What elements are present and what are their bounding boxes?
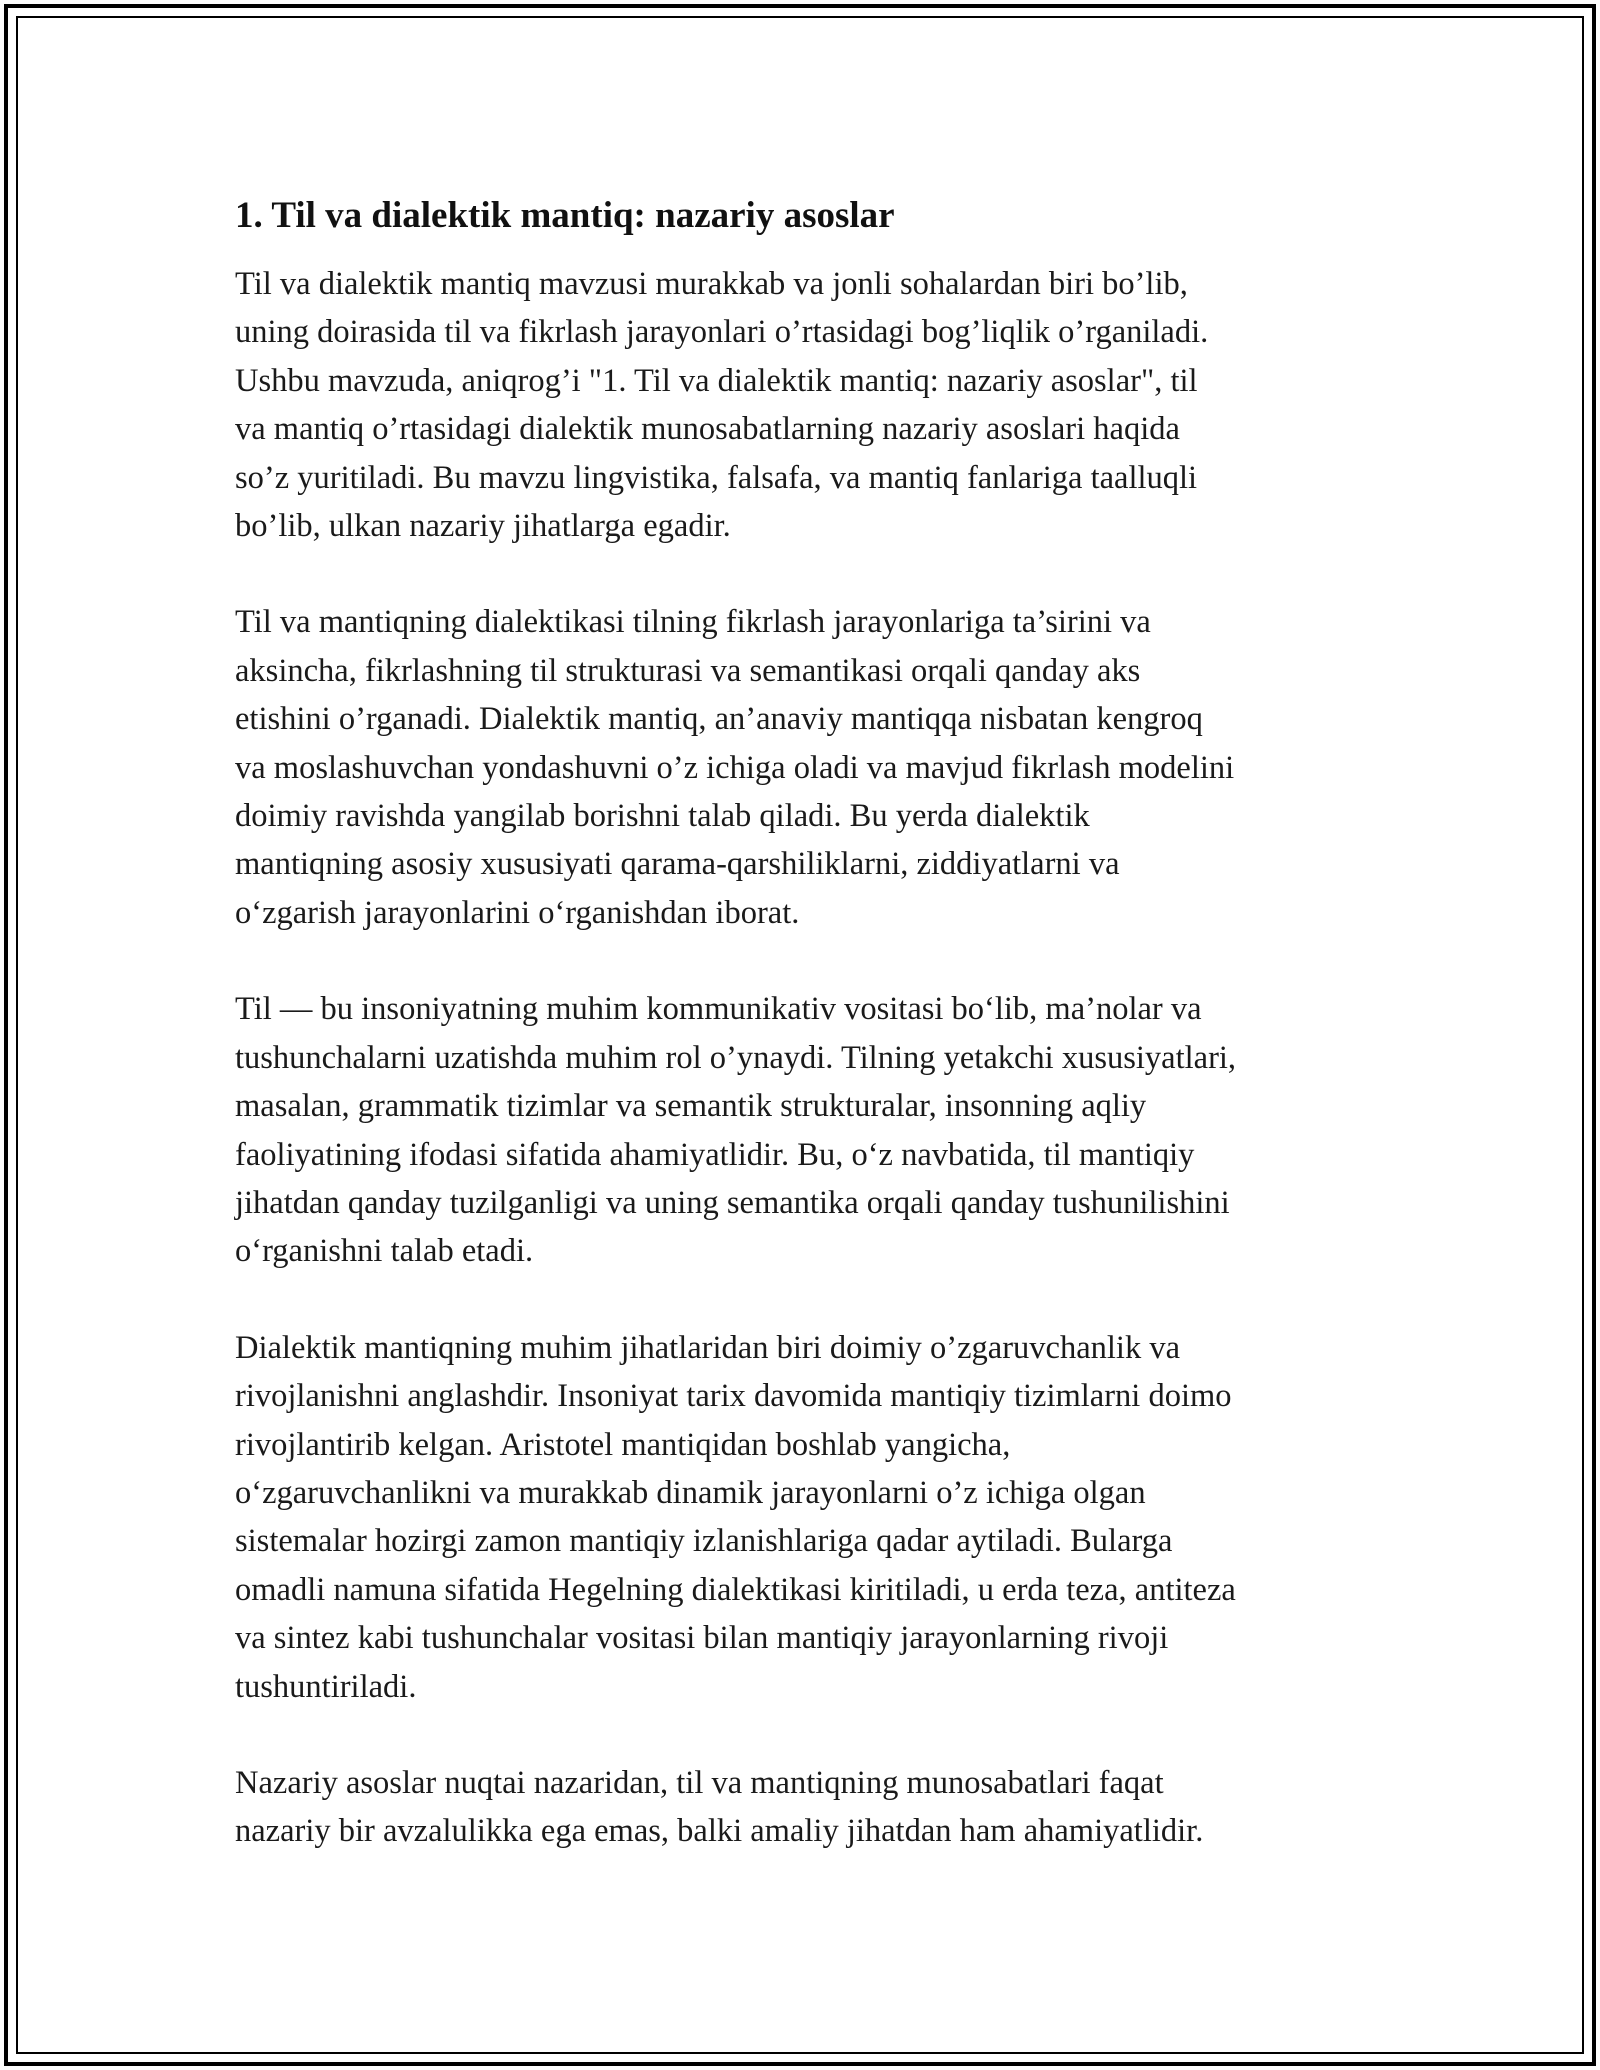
text-line: Til va mantiqning dialektikasi tilning fikrlash jarayonlariga ta’sirini va: [235, 604, 1151, 641]
text-line: Til — bu insoniyatning muhim kommunikativ vositasi bo‘lib, ma’nolar va: [235, 991, 1202, 1028]
text-line: o‘rganishni talab etadi.: [235, 1233, 534, 1270]
text-line: rivojlantirib kelgan. Aristotel mantiqidan boshlab yangicha,: [235, 1426, 1011, 1463]
text-line: masalan, grammatik tizimlar va semantik strukturalar, insonning aqliy: [235, 1088, 1147, 1125]
paragraph-2: [235, 598, 1375, 937]
text-line: Dialektik mantiqning muhim jihatlaridan biri doimiy o’zgaruvchanlik va: [235, 1329, 1180, 1366]
text-line: mantiqning asosiy xususiyati qarama-qarshiliklarni, ziddiyatlarni va: [235, 846, 1120, 883]
paragraph-4: [235, 1324, 1375, 1711]
text-line: va sintez kabi tushunchalar vositasi bilan mantiqiy jarayonlarning rivoji: [235, 1620, 1169, 1657]
document-content: [235, 186, 1375, 1856]
paragraph-3: [235, 985, 1375, 1275]
text-line: rivojlanishni anglashdir. Insoniyat tarix davomida mantiqiy tizimlarni doimo: [235, 1378, 1232, 1415]
text-line: so’z yuritiladi. Bu mavzu lingvistika, falsafa, va mantiq fanlariga taalluqli: [235, 459, 1198, 496]
text-line: tushuntiriladi.: [235, 1668, 417, 1705]
text-line: doimiy ravishda yangilab borishni talab qiladi. Bu yerda dialektik: [235, 798, 1090, 835]
text-line: etishini o’rganadi. Dialektik mantiq, an’anaviy mantiqqa nisbatan kengroq: [235, 701, 1203, 738]
text-line: uning doirasida til va fikrlash jarayonlari o’rtasidagi bog’liqlik o’rganiladi.: [235, 314, 1209, 351]
text-line: Til va dialektik mantiq mavzusi murakkab va jonli sohalardan biri bo’lib,: [235, 266, 1188, 302]
text-line: omadli namuna sifatida Hegelning dialektikasi kiritiladi, u erda teza, antiteza: [235, 1571, 1236, 1608]
text-line: Ushbu mavzuda, aniqrog’i "1. Til va dialektik mantiq: nazariy asoslar", til: [235, 362, 1198, 399]
text-line: aksincha, fikrlashning til strukturasi va semantikasi orqali qanday aks: [235, 652, 1141, 689]
text-line: sistemalar hozirgi zamon mantiqiy izlanishlariga qadar aytiladi. Bularga: [235, 1523, 1173, 1560]
text-line: nazariy bir avzalulikka ega emas, balki amaliy jihatdan ham ahamiyatlidir.: [235, 1813, 1204, 1850]
paragraph-1: [235, 260, 1375, 550]
text-line: faoliyatining ifodasi sifatida ahamiyatlidir. Bu, o‘z navbatida, til mantiqiy: [235, 1136, 1195, 1173]
text-line: o‘zgarish jarayonlarini o‘rganishdan iborat.: [235, 894, 800, 931]
paragraph-5: [235, 1759, 1375, 1856]
text-line: bo’lib, ulkan nazariy jihatlarga egadir.: [235, 508, 731, 545]
text-line: tushunchalarni uzatishda muhim rol o’ynaydi. Tilning yetakchi xususiyatlari,: [235, 1039, 1237, 1076]
text-line: va mantiq o’rtasidagi dialektik munosabatlarning nazariy asoslari haqida: [235, 411, 1180, 448]
text-line: Nazariy asoslar nuqtai nazaridan, til va mantiqning munosabatlari faqat: [235, 1764, 1164, 1801]
section-heading: 1. Til va dialektik mantiq: nazariy asoslar: [235, 195, 895, 236]
text-line: o‘zgaruvchanlikni va murakkab dinamik jarayonlarni o’z ichiga olgan: [235, 1474, 1146, 1511]
text-line: va moslashuvchan yondashuvni o’z ichiga oladi va mavjud fikrlash modelini: [235, 749, 1235, 786]
text-line: jihatdan qanday tuzilganligi va uning semantika orqali qanday tushunilishini: [235, 1184, 1230, 1221]
